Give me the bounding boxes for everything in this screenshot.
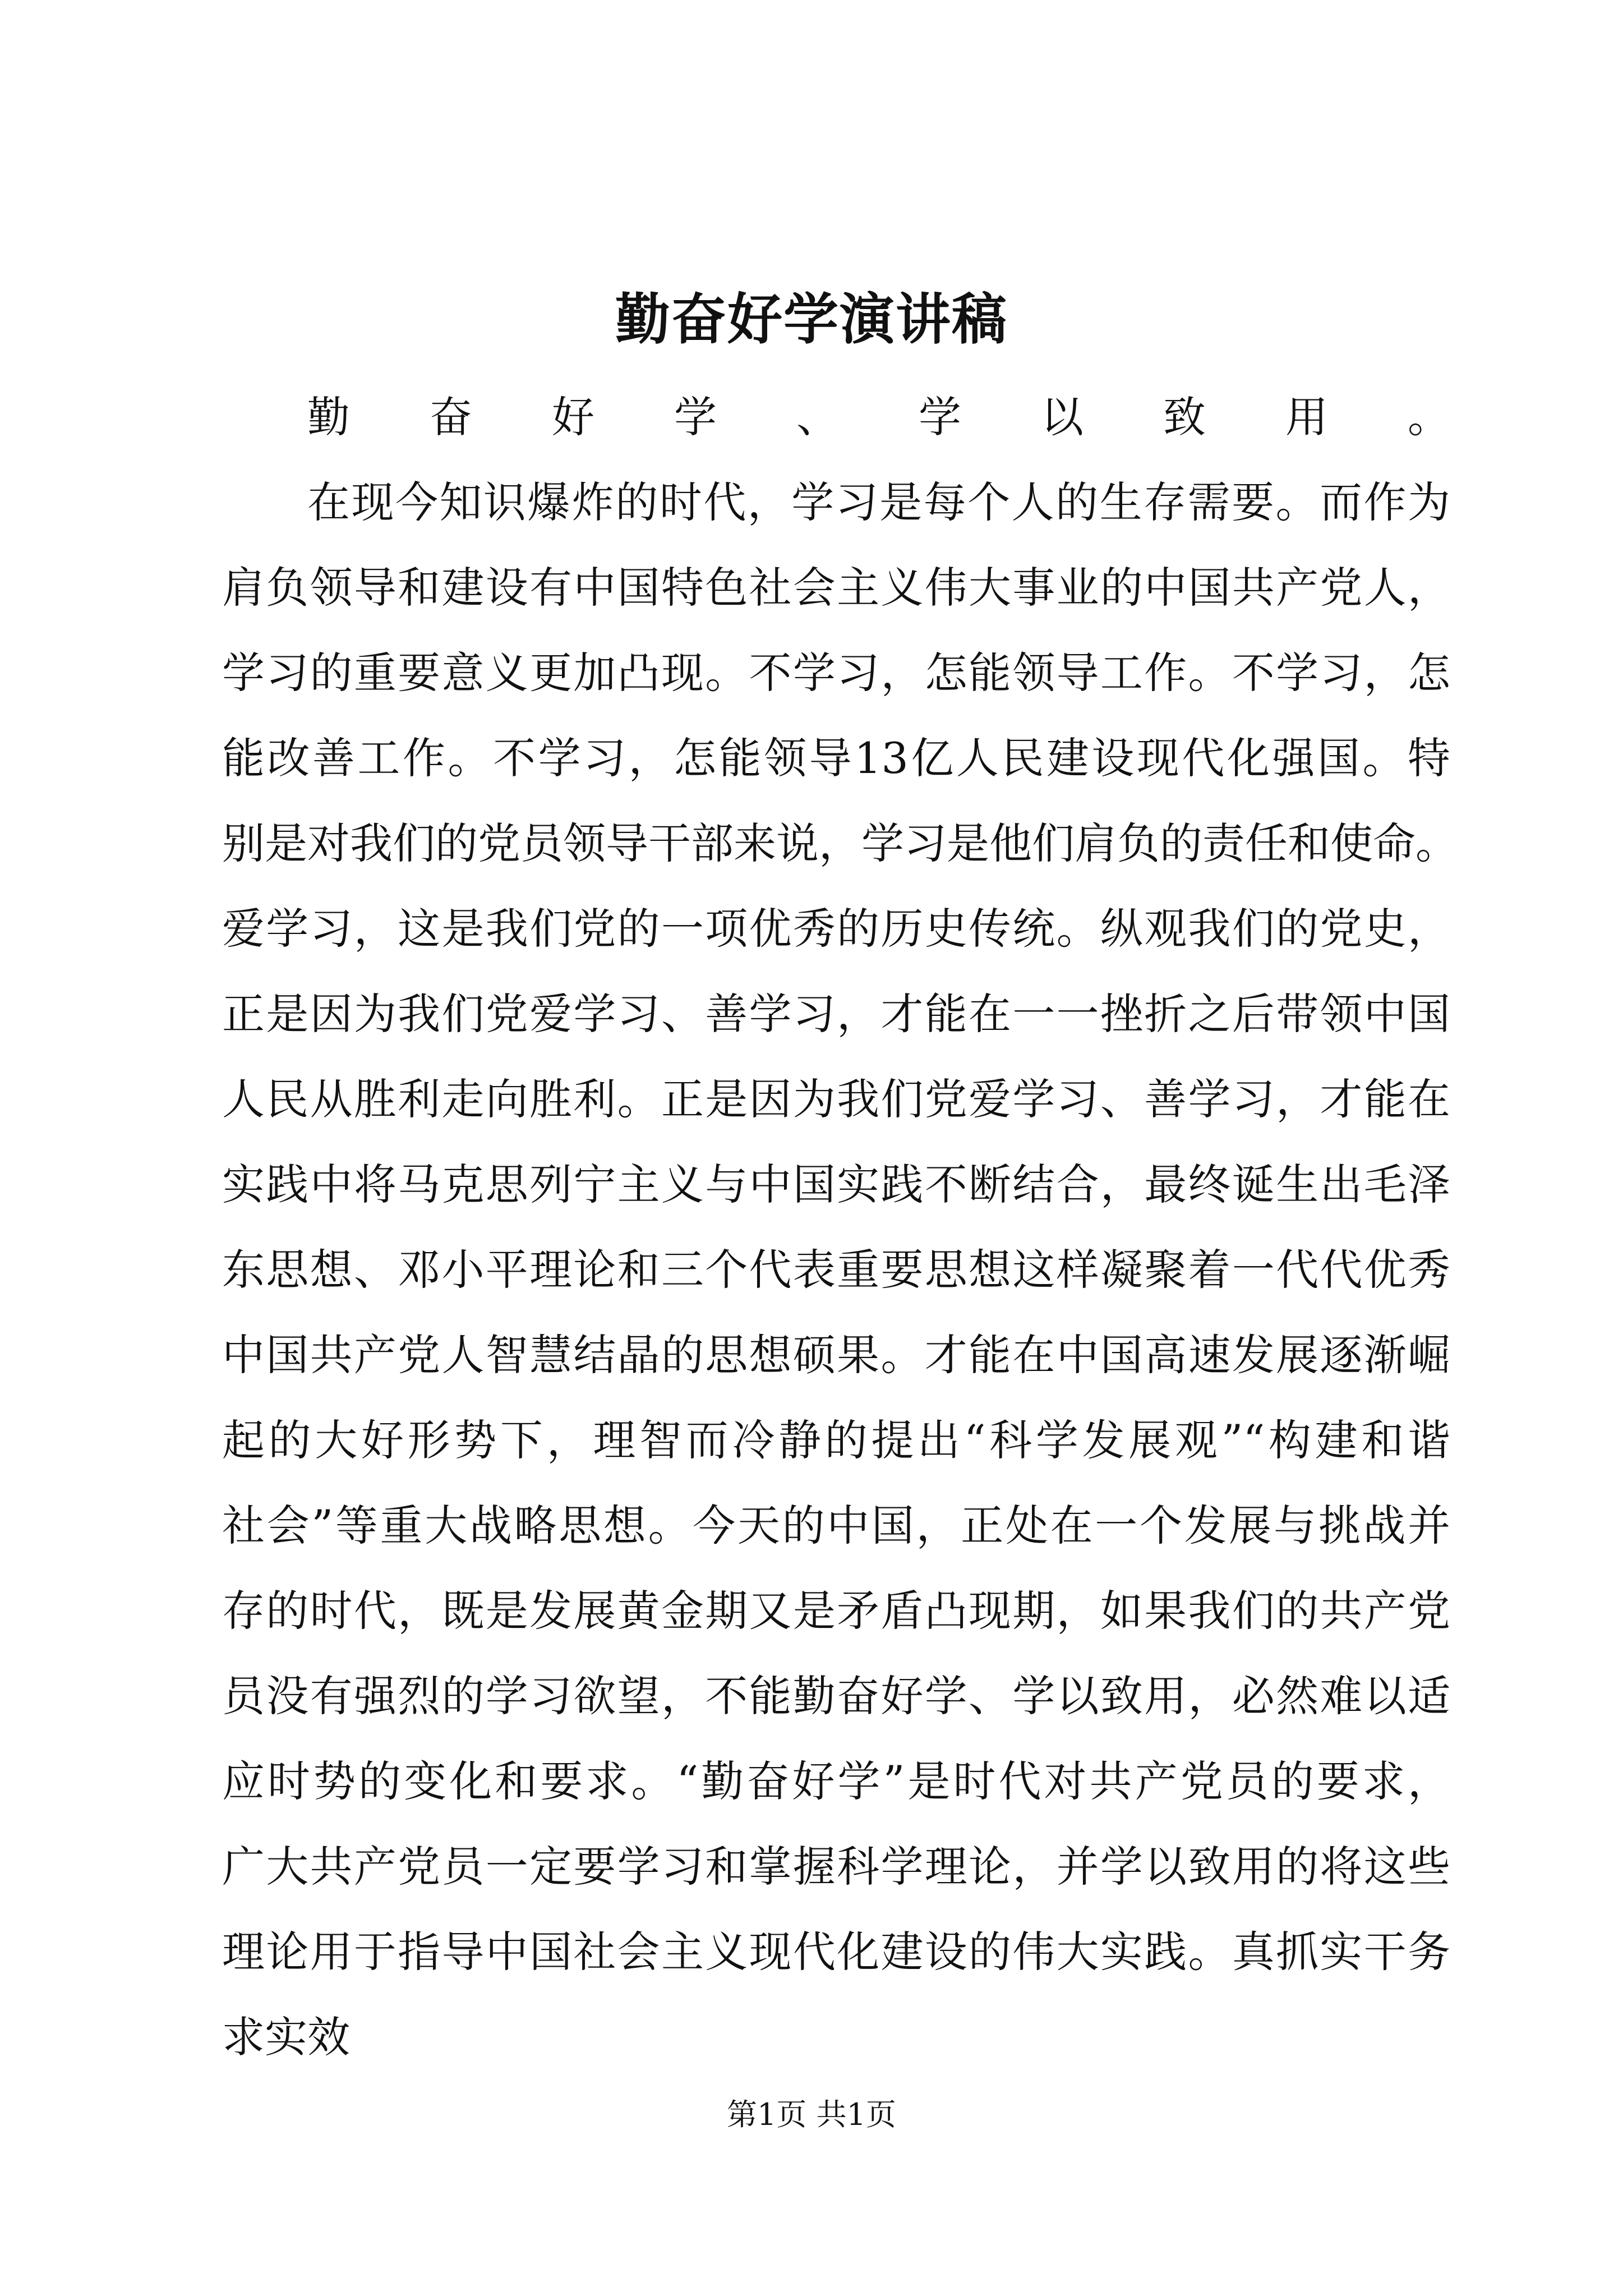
paragraph-line: 应时势的变化和要求。“勤奋好学”是时代对共产党员的要求， <box>222 1756 1450 1806</box>
paragraph-line: 理论用于指导中国社会主义现代化建设的伟大实践。真抓实干务 <box>222 1927 1450 1977</box>
paragraph-line: 员没有强烈的学习欲望，不能勤奋好学、学以致用，必然难以适 <box>222 1671 1450 1721</box>
paragraph-line: 东思想、邓小平理论和三个代表重要思想这样凝聚着一代代优秀 <box>222 1245 1450 1295</box>
paragraph-line: 肩负领导和建设有中国特色社会主义伟大事业的中国共产党人， <box>222 563 1450 613</box>
paragraph-line: 勤奋好学、学以致用。 <box>307 392 1450 442</box>
paragraph-line: 能改善工作。不学习，怎能领导13亿人民建设现代化强国。特 <box>222 733 1450 783</box>
paragraph-line: 实践中将马克思列宁主义与中国实践不断结合，最终诞生出毛泽 <box>222 1159 1450 1209</box>
paragraph-line: 爱学习，这是我们党的一项优秀的历史传统。纵观我们的党史， <box>222 904 1450 954</box>
paragraph-line: 正是因为我们党爱学习、善学习，才能在一一挫折之后带领中国 <box>222 989 1450 1039</box>
paragraph-line: 别是对我们的党员领导干部来说，学习是他们肩负的责任和使命。 <box>222 818 1458 868</box>
page-number-footer: 第1页 共1页 <box>727 2097 896 2132</box>
document-body <box>222 375 1458 2080</box>
document-title: 勤奋好学演讲稿 <box>615 287 1008 352</box>
paragraph-line: 人民从胜利走向胜利。正是因为我们党爱学习、善学习，才能在 <box>222 1074 1450 1124</box>
paragraph-line: 存的时代，既是发展黄金期又是矛盾凸现期，如果我们的共产党 <box>222 1586 1450 1636</box>
paragraph-line: 求实效 <box>222 2012 350 2062</box>
paragraph-line: 在现今知识爆炸的时代，学习是每个人的生存需要。而作为 <box>307 477 1450 527</box>
paragraph-line: 起的大好形势下，理智而冷静的提出“科学发展观”“构建和谐 <box>222 1415 1450 1465</box>
paragraph-line: 广大共产党员一定要学习和掌握科学理论，并学以致用的将这些 <box>222 1842 1450 1892</box>
paragraph-line: 中国共产党人智慧结晶的思想硕果。才能在中国高速发展逐渐崛 <box>222 1330 1450 1380</box>
paragraph-line: 学习的重要意义更加凸现。不学习，怎能领导工作。不学习，怎 <box>222 648 1450 698</box>
paragraph-line: 社会”等重大战略思想。今天的中国，正处在一个发展与挑战并 <box>222 1501 1450 1550</box>
